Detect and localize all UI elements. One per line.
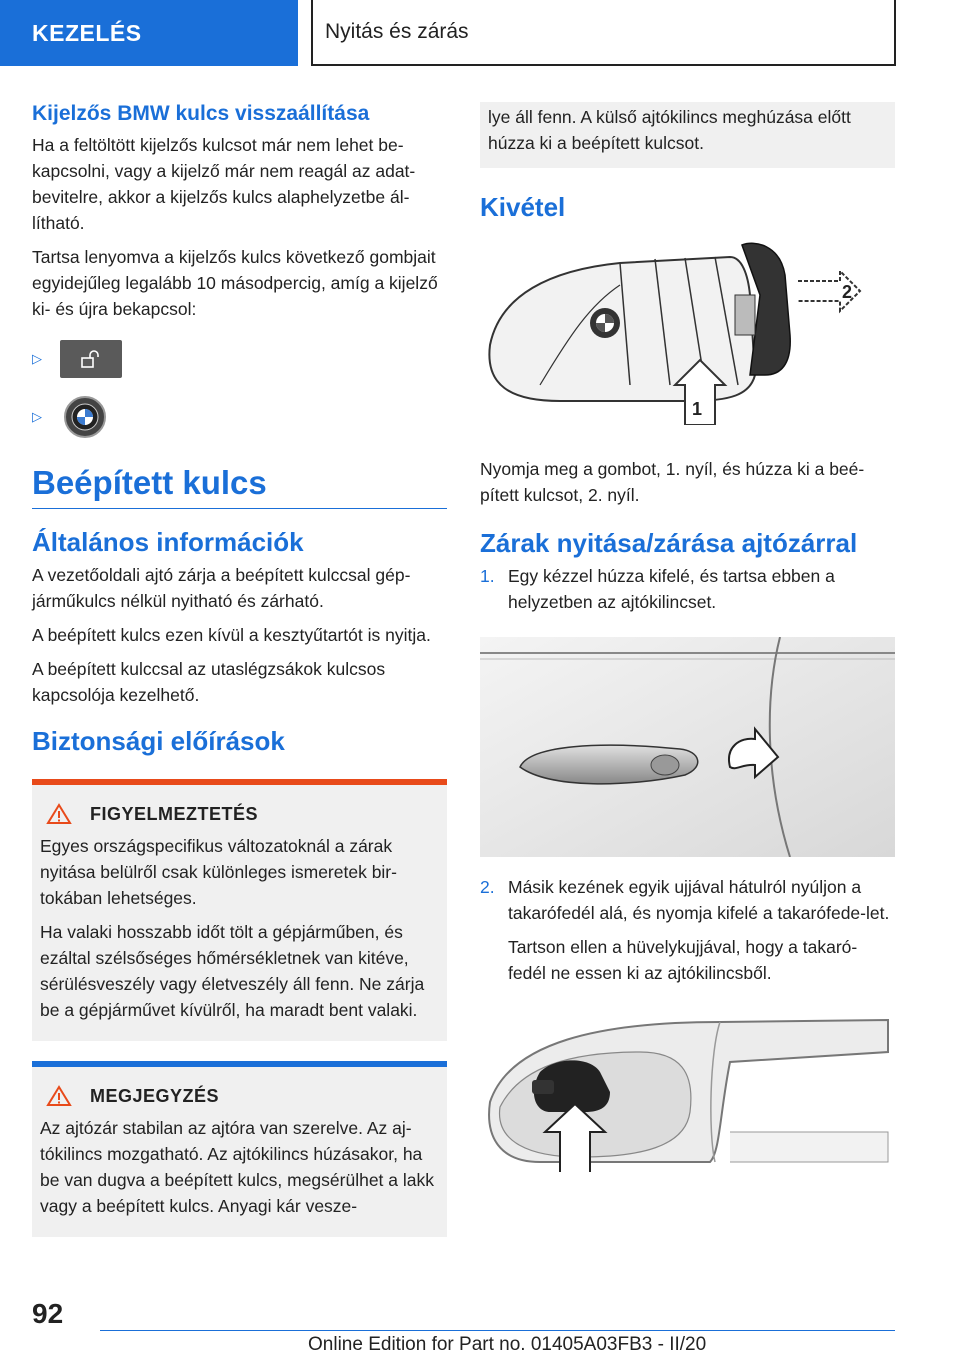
unlock-button-image (60, 340, 122, 378)
figure-label-1: 1 (692, 399, 703, 419)
warning-paragraph-1: Egyes országspecifikus változatoknál a zárak nyitása belülről csak különleges ismeretek bir-tokában lehetséges. (40, 836, 397, 908)
edition-text: Online Edition for Part no. 01405A03FB3 - II/20 (308, 1334, 707, 1355)
general-paragraph-2: A beépített kulcs ezen kívül a kesztyűtartót is nyitja. (32, 625, 431, 645)
heading-rule (32, 508, 447, 509)
step-number: 1. (480, 566, 495, 586)
steps-list (480, 563, 895, 615)
warning-paragraph-2: Ha valaki hosszabb időt tölt a gépjárműben, és ezáltal szélsőséges hőmérsékletnek van kitéve, sérülésveszély vagy életveszély áll fenn. Ne zárja be a gépjárművet kívülről, ha maradt bent valaki. (40, 922, 425, 1020)
step-text: Egy kézzel húzza kifelé, és tartsa ebben a helyzetben az ajtókilincset. (508, 566, 835, 612)
note-paragraph-1: Az ajtózár stabilan az ajtóra van szerelve. Az aj-tókilincs mozgatható. Az ajtókilincs húzásakor, ha be van dugva a beépített kulcs, megsérülhet a lakk vagy a beépített kulcs. Anyagi kár vesze- (40, 1118, 434, 1216)
key-removal-figure (480, 235, 895, 430)
reset-paragraph-2: Tartsa lenyomva a kijelzős kulcs következő gombjait egyidejűleg legalább 10 másodpercig, amíg a kijelző ki- és újra bekapcsol: (32, 247, 438, 319)
step-item-2 (480, 874, 895, 926)
step-2-note: Tartson ellen a hüvelykujjával, hogy a takaró-fedél ne essen ki az ajtókilincsből. (508, 937, 858, 983)
section-tab: KEZELÉS (0, 0, 298, 66)
bullet-unlock-button (32, 330, 447, 388)
footer-rule (100, 1330, 895, 1331)
warning-title-row (40, 803, 439, 825)
note-triangle-icon (46, 1085, 72, 1107)
note-continuation-box (480, 102, 895, 168)
removal-heading: Kivétel (480, 192, 566, 222)
general-paragraph-1: A vezetőoldali ajtó zárja a beépített kulccsal gép-járműkulcs nélkül nyitható és zárható. (32, 565, 411, 611)
cover-cap-figure (480, 1012, 895, 1177)
reset-paragraph-1: Ha a feltöltött kijelzős kulcsot már nem lehet be-kapcsolni, vagy a kijelző már nem reagál az adat-bevitelre, akkor a kijelzős kulcs alaphelyzetbe ál-lítható. (32, 135, 416, 233)
step-text: Másik kezének egyik ujjával hátulról nyúljon a takarófedél alá, és nyomja kifelé a takarófede-let. (508, 877, 890, 923)
bmw-logo-icon (70, 402, 100, 432)
left-column (32, 102, 447, 1237)
note-continuation: lye áll fenn. A külső ajtókilincs meghúzása előtt húzza ki a beépített kulcsot. (488, 107, 851, 153)
removal-paragraph: Nyomja meg a gombot, 1. nyíl, és húzza ki a beé-pített kulcsot, 2. nyíl. (480, 459, 865, 505)
bullet-marker: ▷ (32, 409, 42, 424)
right-column (480, 102, 895, 1177)
note-title: MEGJEGYZÉS (90, 1085, 220, 1106)
brand-logo-button-image (64, 396, 106, 438)
warning-triangle-icon (46, 803, 72, 825)
warning-title: FIGYELMEZTETÉS (90, 803, 259, 824)
door-lock-heading: Zárak nyitása/zárása ajtózárral (480, 528, 858, 558)
note-box (32, 1067, 447, 1237)
padlock-open-icon (80, 350, 102, 368)
page-number: 92 (32, 1298, 64, 1329)
integrated-key-heading: Beépített kulcs (32, 464, 267, 501)
general-info-heading: Általános információk (32, 527, 304, 557)
reset-heading: Kijelzős BMW kulcs visszaállítása (32, 102, 370, 125)
chapter-title: Nyitás és zárás (311, 0, 896, 66)
step-item-1 (480, 563, 895, 615)
step-number: 2. (480, 877, 495, 897)
figure-label-2: 2 (842, 282, 853, 302)
bullet-marker: ▷ (32, 351, 42, 366)
note-title-row (40, 1085, 439, 1107)
steps-list-continued (480, 874, 895, 926)
door-handle-figure (480, 637, 895, 862)
general-paragraph-3: A beépített kulccsal az utaslégzsákok kulcsos kapcsolója kezelhető. (32, 659, 386, 705)
bullet-logo-button (32, 388, 447, 446)
safety-heading: Biztonsági előírások (32, 726, 285, 756)
warning-box (32, 785, 447, 1041)
